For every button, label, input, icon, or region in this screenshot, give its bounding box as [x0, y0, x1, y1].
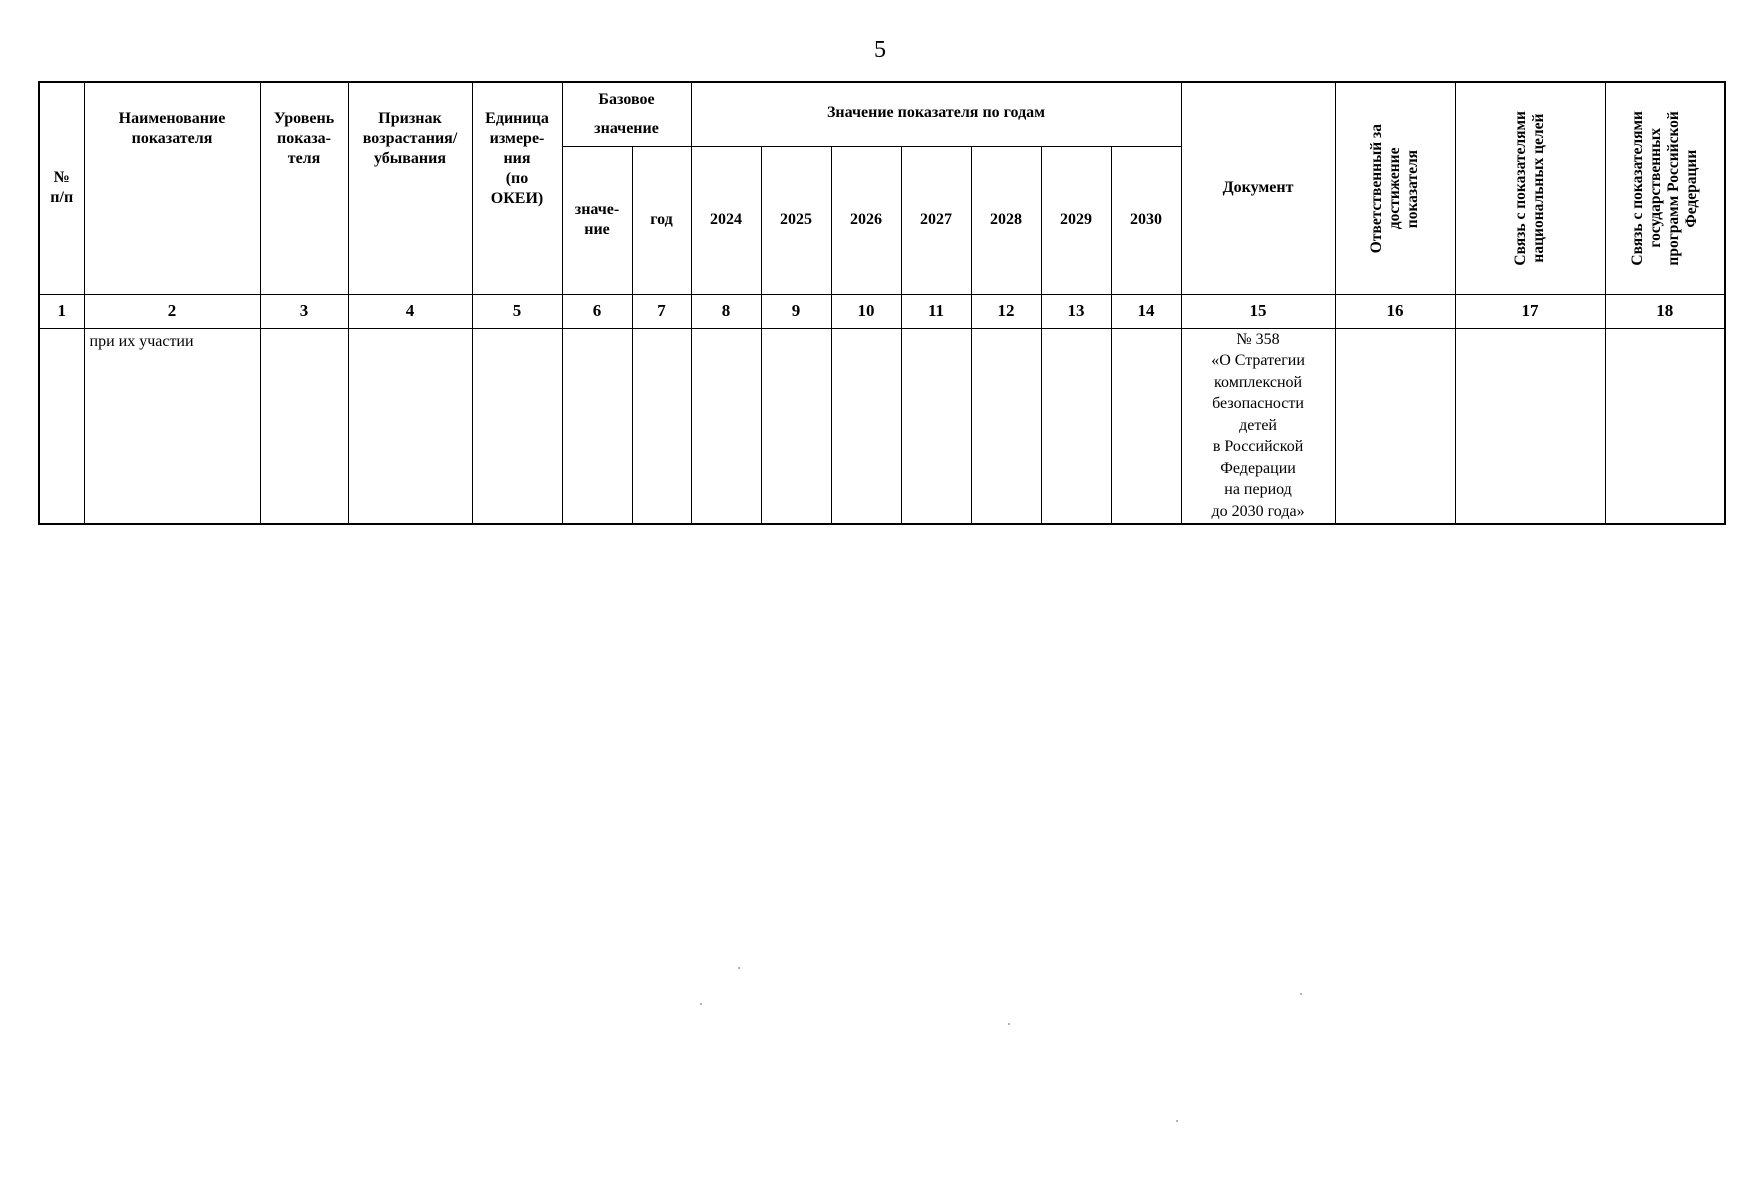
column-number: 7	[632, 294, 691, 328]
cell-no	[39, 328, 84, 524]
cell-responsible	[1335, 328, 1455, 524]
column-number: 12	[971, 294, 1041, 328]
column-number: 2	[84, 294, 260, 328]
header-unit: Единица измере- ния (по ОКЕИ)	[472, 82, 562, 294]
header-row-top	[39, 82, 1725, 146]
cell-2030	[1111, 328, 1181, 524]
header-year-2024: 2024	[691, 146, 761, 294]
cell-2026	[831, 328, 901, 524]
header-year-2027: 2027	[901, 146, 971, 294]
indicators-table	[38, 81, 1726, 525]
column-number: 17	[1455, 294, 1605, 328]
scan-speck	[1008, 1023, 1010, 1025]
page-number: 5	[874, 37, 886, 63]
column-number: 11	[901, 294, 971, 328]
scan-speck	[1300, 993, 1302, 995]
column-number: 1	[39, 294, 84, 328]
scan-speck	[1176, 1120, 1178, 1122]
header-no: № п/п	[39, 82, 84, 294]
column-number: 8	[691, 294, 761, 328]
header-base-value: значе- ние	[562, 146, 632, 294]
header-year-2026: 2026	[831, 146, 901, 294]
header-national-goals: Связь с показателями национальных целей	[1512, 110, 1548, 266]
cell-2024	[691, 328, 761, 524]
cell-2028	[971, 328, 1041, 524]
column-number: 10	[831, 294, 901, 328]
header-base-year: год	[632, 146, 691, 294]
header-national-goals-cell	[1455, 82, 1605, 294]
cell-2025	[761, 328, 831, 524]
column-number: 14	[1111, 294, 1181, 328]
column-number: 4	[348, 294, 472, 328]
cell-name: при их участии	[84, 328, 260, 524]
column-number: 5	[472, 294, 562, 328]
cell-national-goals	[1455, 328, 1605, 524]
header-state-programs: Связь с показателями государственных программ Российской Федерации	[1628, 110, 1700, 266]
header-years-group: Значение показателя по годам	[691, 82, 1181, 146]
cell-sign	[348, 328, 472, 524]
table-row	[39, 328, 1725, 524]
cell-level	[260, 328, 348, 524]
scan-speck	[738, 967, 740, 969]
cell-base-value	[562, 328, 632, 524]
header-base-group: Базовое значение	[562, 82, 691, 146]
header-sign: Признак возрастания/ убывания	[348, 82, 472, 294]
column-number: 6	[562, 294, 632, 328]
column-number: 9	[761, 294, 831, 328]
header-year-2029: 2029	[1041, 146, 1111, 294]
header-level: Уровень показа- теля	[260, 82, 348, 294]
cell-base-year	[632, 328, 691, 524]
column-number: 16	[1335, 294, 1455, 328]
scan-speck	[700, 1003, 702, 1005]
header-year-2028: 2028	[971, 146, 1041, 294]
column-number: 13	[1041, 294, 1111, 328]
cell-document: № 358 «О Стратегии комплексной безопасности детей в Российской Федерации на период до 2030 года»	[1181, 328, 1335, 524]
column-number-row	[39, 294, 1725, 328]
header-state-programs-cell	[1605, 82, 1725, 294]
header-year-2030: 2030	[1111, 146, 1181, 294]
cell-2027	[901, 328, 971, 524]
header-year-2025: 2025	[761, 146, 831, 294]
cell-state-programs	[1605, 328, 1725, 524]
column-number: 3	[260, 294, 348, 328]
header-responsible-cell	[1335, 82, 1455, 294]
header-name: Наименование показателя	[84, 82, 260, 294]
cell-2029	[1041, 328, 1111, 524]
column-number: 18	[1605, 294, 1725, 328]
cell-unit	[472, 328, 562, 524]
header-responsible: Ответственный за достижение показателя	[1368, 123, 1422, 253]
header-document: Документ	[1181, 82, 1335, 294]
column-number: 15	[1181, 294, 1335, 328]
